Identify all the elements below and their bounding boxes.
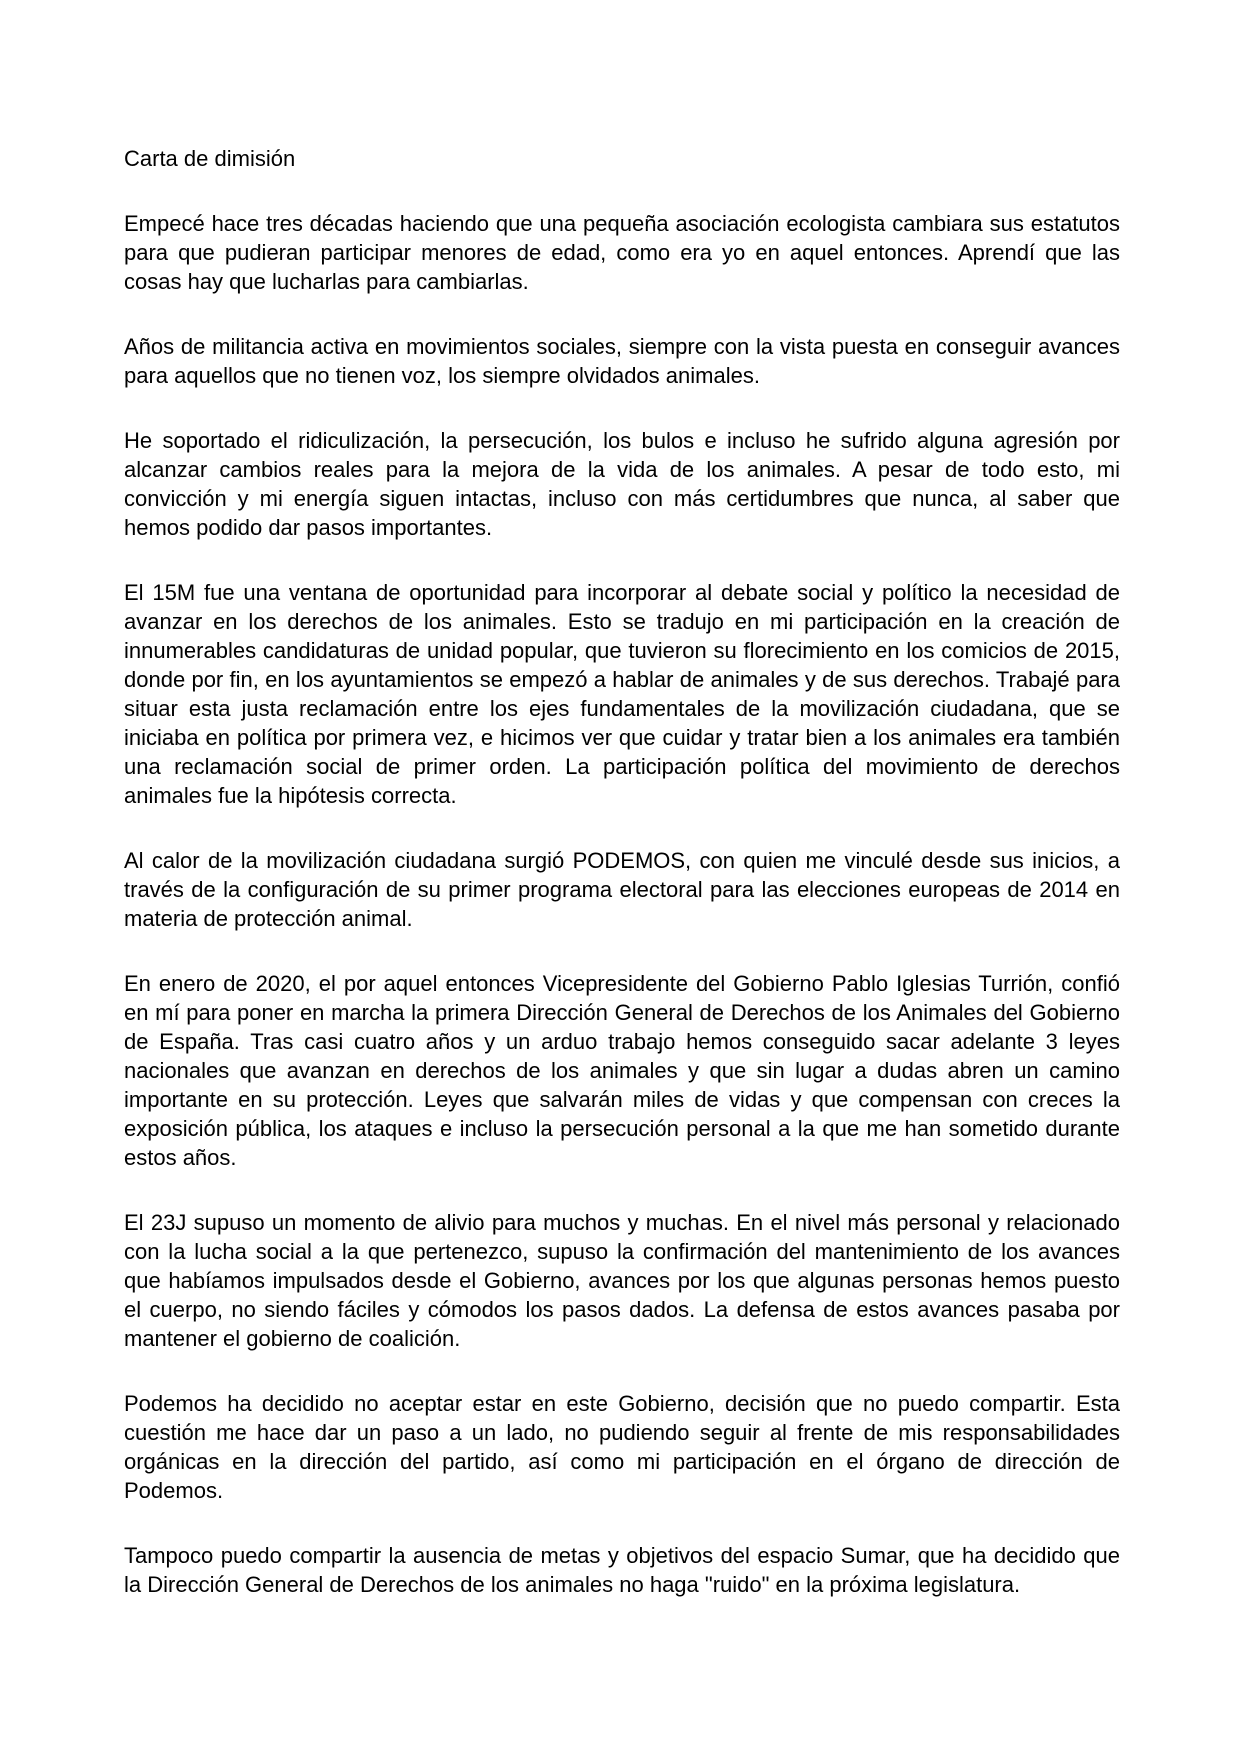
document-title: Carta de dimisión: [124, 146, 296, 171]
paragraph-6: En enero de 2020, el por aquel entonces Vicepresidente del Gobierno Pablo Iglesias Turrión, confió en mí para poner en marcha la primera Dirección General de Derechos de los Animales del Gobierno de España. Tras casi cuatro años y un arduo trabajo hemos conseguido sacar adelante 3 leyes nacionales que avanzan en derechos de los animales y que sin lugar a dudas abren un camino importante en su protección. Leyes que salvarán miles de vidas y que compensan con creces la exposición pública, los ataques e incluso la persecución personal a la que me han sometido durante estos años.: [124, 971, 1120, 1170]
paragraph-5: Al calor de la movilización ciudadana surgió PODEMOS, con quien me vinculé desde sus inicios, a través de la configuración de su primer programa electoral para las elecciones europeas de 2014 en materia de protección animal.: [124, 848, 1120, 931]
paragraph-1: Empecé hace tres décadas haciendo que una pequeña asociación ecologista cambiara sus estatutos para que pudieran participar menores de edad, como era yo en aquel entonces. Aprendí que las cosas hay que lucharlas para cambiarlas.: [124, 211, 1120, 294]
paragraph-2: Años de militancia activa en movimientos sociales, siempre con la vista puesta en conseguir avances para aquellos que no tienen voz, los siempre olvidados animales.: [124, 334, 1120, 388]
paragraph-4: El 15M fue una ventana de oportunidad para incorporar al debate social y político la necesidad de avanzar en los derechos de los animales. Esto se tradujo en mi participación en la creación de innumerables candidaturas de unidad popular, que tuvieron su florecimiento en los comicios de 2015, donde por fin, en los ayuntamientos se empezó a hablar de animales y de sus derechos. Trabajé para situar esta justa reclamación entre los ejes fundamentales de la movilización ciudadana, que se iniciaba en política por primera vez, e hicimos ver que cuidar y tratar bien a los animales era también una reclamación social de primer orden. La participación política del movimiento de derechos animales fue la hipótesis correcta.: [124, 580, 1120, 808]
paragraph-8: Podemos ha decidido no aceptar estar en este Gobierno, decisión que no puedo compartir. Esta cuestión me hace dar un paso a un lado, no pudiendo seguir al frente de mis responsabilidades orgánicas en la dirección del partido, así como mi participación en el órgano de dirección de Podemos.: [124, 1391, 1120, 1503]
paragraph-3: He soportado el ridiculización, la persecución, los bulos e incluso he sufrido alguna agresión por alcanzar cambios reales para la mejora de la vida de los animales. A pesar de todo esto, mi convicción y mi energía siguen intactas, incluso con más certidumbres que nunca, al saber que hemos podido dar pasos importantes.: [124, 428, 1120, 540]
paragraph-7: El 23J supuso un momento de alivio para muchos y muchas. En el nivel más personal y relacionado con la lucha social a la que pertenezco, supuso la confirmación del mantenimiento de los avances que habíamos impulsados desde el Gobierno, avances por los que algunas personas hemos puesto el cuerpo, no siendo fáciles y cómodos los pasos dados. La defensa de estos avances pasaba por mantener el gobierno de coalición.: [124, 1210, 1120, 1351]
paragraph-9: Tampoco puedo compartir la ausencia de metas y objetivos del espacio Sumar, que ha decidido que la Dirección General de Derechos de los animales no haga "ruido" en la próxima legislatura.: [124, 1543, 1120, 1597]
